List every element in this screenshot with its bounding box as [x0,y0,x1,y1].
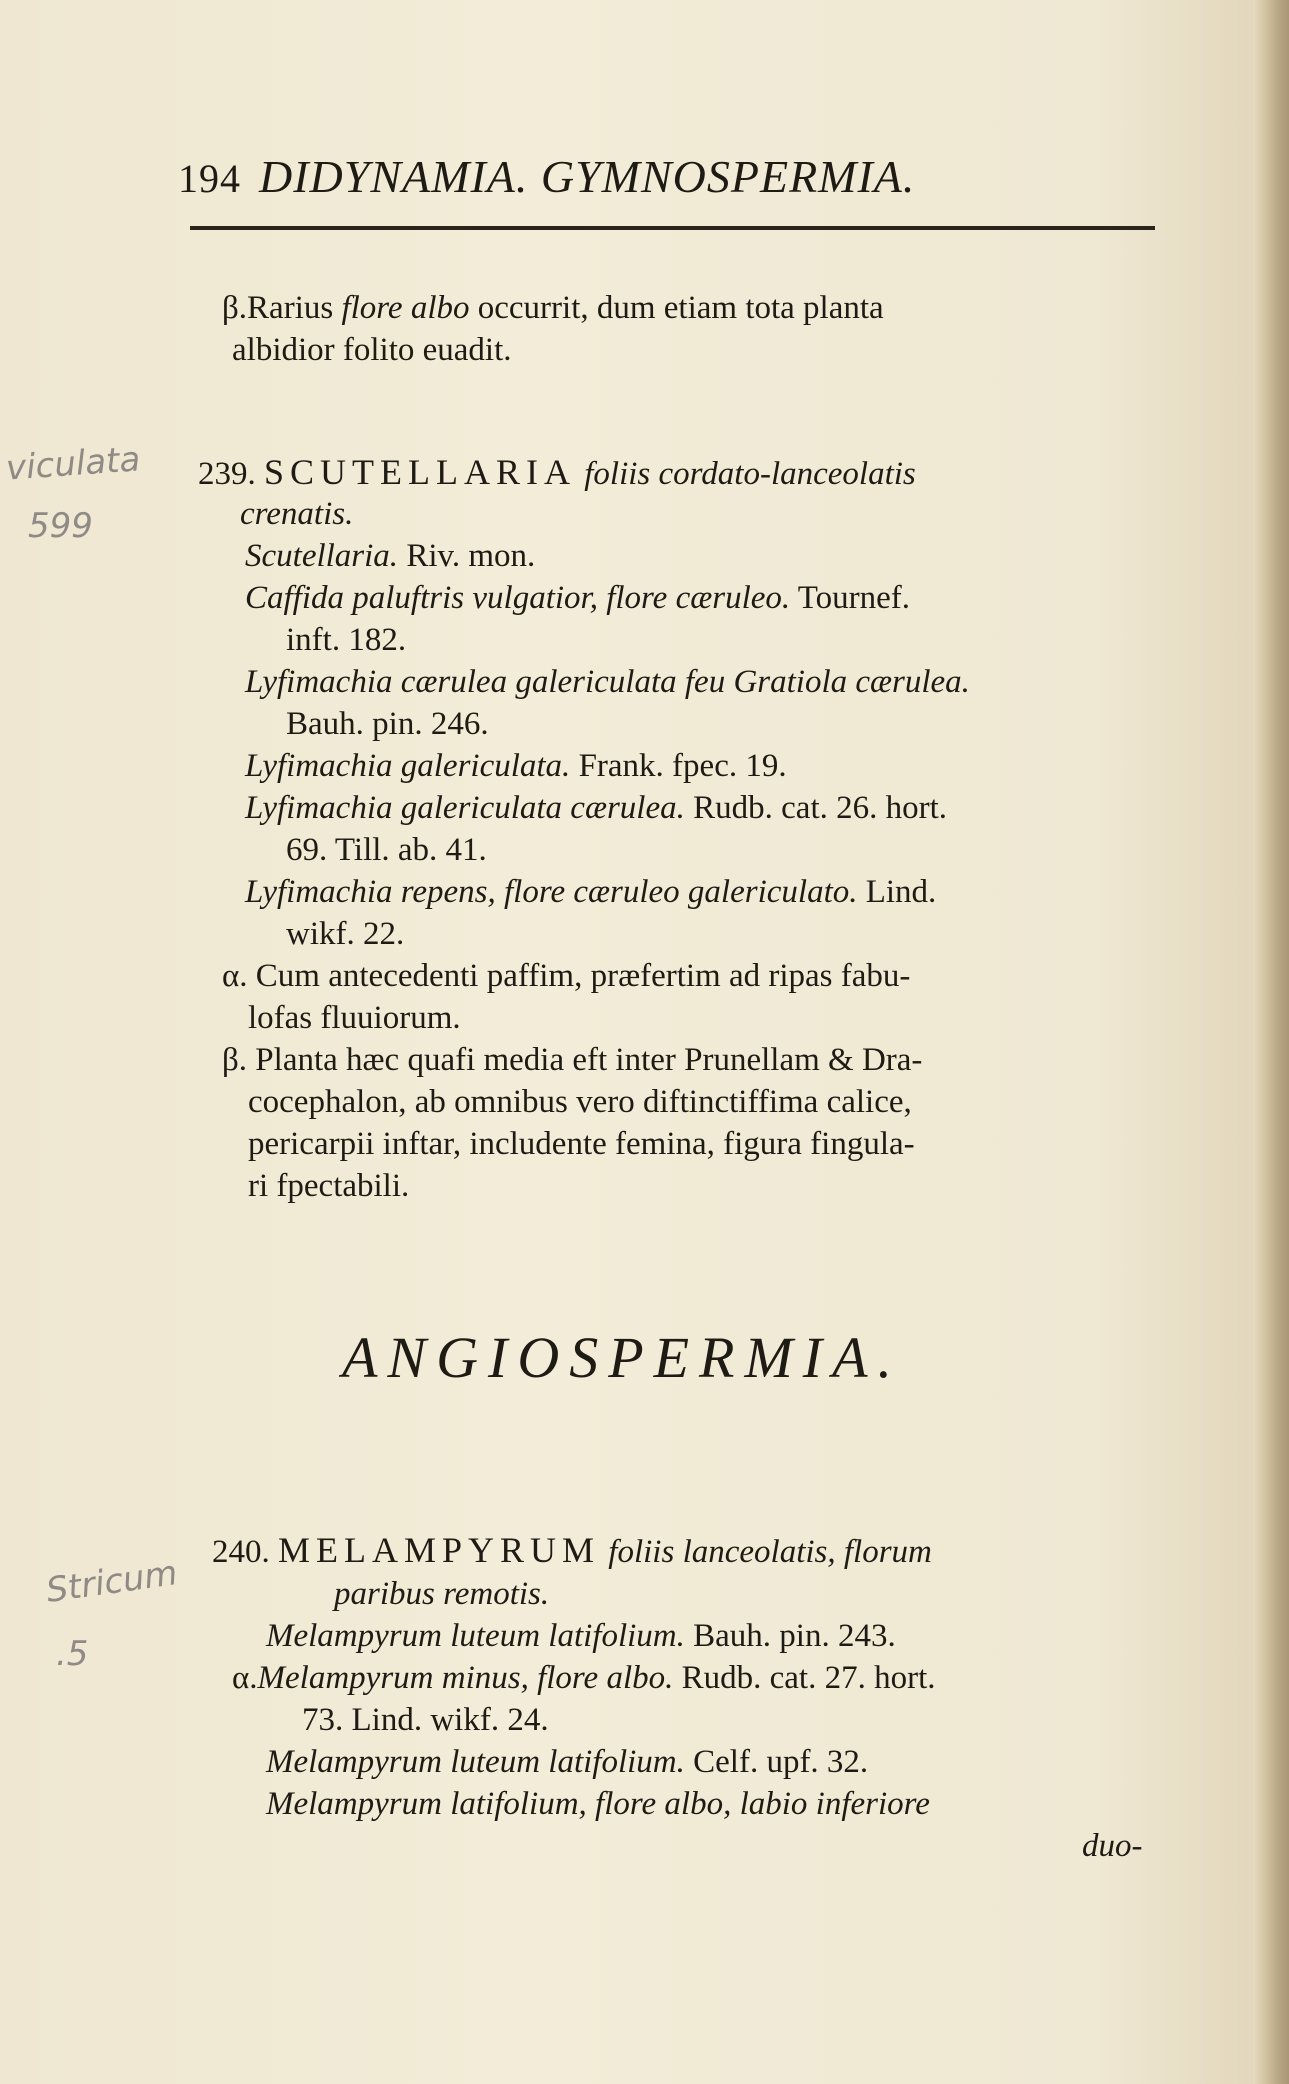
italic-text: Lyfimachia galericulata. [245,748,571,784]
section-heading: ANGIOSPERMIA. [342,1325,903,1390]
text: Planta hæc quafi media eft inter Prunellam & Dra- [255,1042,923,1078]
catchword: duo- [1082,1828,1143,1864]
synonym-6-cont: wikf. 22. [286,916,405,952]
text: Frank. fpec. 19. [570,748,787,784]
diagnosis-cont: crenatis. [240,496,354,532]
margin-note-1: viculata [4,439,142,489]
synonym-6 [245,872,936,912]
entry-239-heading [198,452,916,494]
margin-note-4: .5 [56,1634,89,1674]
text: Bauh. pin. 243. [684,1618,896,1654]
top-note-line-2: albidior folito euadit. [232,332,512,368]
italic-text: Melampyrum luteum latifolium. [266,1744,685,1780]
synonym-5-cont: 69. Till. ab. 41. [286,832,487,868]
variety-alpha [222,956,910,996]
variety-alpha-cont: lofas fluuiorum. [248,1000,461,1036]
variety-marker: β. [222,1042,248,1078]
text: Rarius [247,290,342,326]
synonym-3 [245,662,970,702]
page-edge-shadow [1253,0,1289,2084]
synonym-2 [245,578,910,618]
italic-text: Lyfimachia repens, flore cæruleo galericulato. [245,874,858,910]
genus-name: SCUTELLARIA [264,452,576,492]
italic-text: Melampyrum luteum latifolium. [266,1618,685,1654]
variety-marker: α. [232,1660,258,1696]
text: Cum antecedenti paffim, præfertim ad ripas fabu- [255,958,911,994]
top-note-line-1 [222,288,884,328]
synonym-2-cont: inft. 182. [286,622,407,658]
variety-marker: α. [222,958,248,994]
text: occurrit, dum etiam tota planta [469,290,884,326]
entry-number: 240. [212,1534,270,1570]
text: Rudb. cat. 27. hort. [673,1660,936,1696]
text: Celf. upf. 32. [684,1744,869,1780]
diagnosis-cont: paribus remotis. [334,1576,550,1612]
synonym-1 [245,536,535,576]
variety-beta [222,1040,922,1080]
synonym-3-cont: Bauh. pin. 246. [286,706,489,742]
italic-text: flore albo [341,290,470,326]
italic-text: Melampyrum minus, flore albo. [257,1660,674,1696]
margin-note-3: Stricum [43,1553,180,1611]
italic-text: Caffida paluftris vulgatior, flore cæruleo. [245,580,791,616]
variety-beta-cont-2: pericarpii inftar, includente femina, figura fingula- [248,1126,915,1162]
italic-text: Lyfimachia cærulea galericulata feu Gratiola cærulea. [245,664,970,700]
synonym-4 [266,1784,930,1824]
page-number: 194 [178,156,241,201]
text: Lind. [857,874,937,910]
margin-note-2: 599 [28,506,93,546]
genus-name: MELAMPYRUM [278,1530,601,1570]
diagnosis: foliis lanceolatis, florum [608,1534,932,1570]
text: Tournef. [790,580,911,616]
variety-beta-cont-1: cocephalon, ab omnibus vero diftinctiffima calice, [248,1084,912,1120]
text: Riv. mon. [398,538,536,574]
italic-text: Lyfimachia galericulata cærulea. [245,790,685,826]
italic-text: Scutellaria. [245,538,399,574]
running-head [178,150,915,203]
synonym-2 [232,1658,936,1698]
synonym-2-cont: 73. Lind. wikf. 24. [302,1702,549,1738]
head-rule [190,226,1155,230]
entry-240-heading [212,1530,932,1572]
synonym-1 [266,1616,896,1656]
variety-beta-cont-3: ri fpectabili. [248,1168,410,1204]
running-head-title: DIDYNAMIA. GYMNOSPERMIA. [259,151,916,202]
synonym-5 [245,788,947,828]
diagnosis: foliis cordato-lanceolatis [584,456,916,492]
italic-text: Melampyrum latifolium, flore albo, labio inferiore [266,1786,930,1822]
text: Rudb. cat. 26. hort. [684,790,948,826]
synonym-4 [245,746,787,786]
entry-number: 239. [198,456,256,492]
variety-marker: β. [222,290,248,326]
synonym-3 [266,1742,868,1782]
